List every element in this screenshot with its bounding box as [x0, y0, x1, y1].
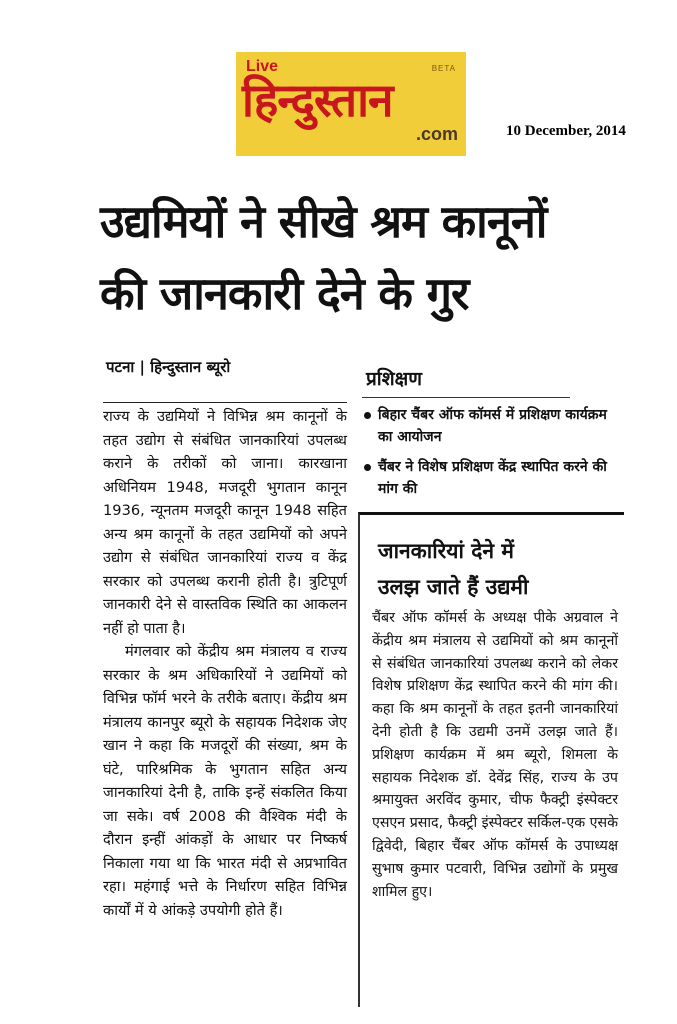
- highlight-list: [362, 404, 612, 500]
- bullet-icon: [364, 464, 371, 471]
- dateline: पटना | हिन्दुस्तान ब्यूरो: [106, 358, 231, 376]
- sub-story-title: [378, 533, 608, 605]
- headline: [100, 186, 640, 330]
- logo-live-text: Live: [246, 58, 279, 75]
- logo-beta-text: BETA: [431, 64, 456, 73]
- highlight-item: [362, 456, 612, 500]
- article-body: [103, 402, 347, 922]
- bullet-icon: [364, 412, 371, 419]
- logo-domain-text: .com: [415, 124, 458, 144]
- highlight-item: [362, 404, 612, 448]
- sub-story-title-line-1: जानकारियां देने में: [378, 539, 514, 563]
- publication-date: 10 December, 2014: [506, 123, 626, 139]
- body-paragraph-1: राज्य के उद्यमियों ने विभिन्न श्रम कानूनों के तहत उद्योग से संबंधित जानकारियां उपलब्ध कराने के तरीकों को जाना। कारखाना अधिनियम 1948, मजदूरी भुगतान कानून 1936, न्यूनतम मजदूरी कानून 1948 सहित अन्य श्रम कानूनों के तहत उद्यमियों को अपने उद्योग से संबंधित जानकारियां राज्य व केंद्र सरकार को उपलब्ध करानी होती है। त्रुटिपूर्ण जानकारी देने से वास्तविक स्थिति का आकलन नहीं हो पाता है।: [103, 408, 347, 637]
- logo-name-text: हिन्दुस्तान: [242, 73, 393, 127]
- sub-story-box: [358, 512, 624, 1007]
- headline-line-1: उद्यमियों ने सीखे श्रम कानूनों: [100, 195, 547, 248]
- highlight-text: चैंबर ने विशेष प्रशिक्षण केंद्र स्थापित करने की मांग की: [378, 459, 607, 497]
- body-paragraph-2: मंगलवार को केंद्रीय श्रम मंत्रालय व राज्य सरकार के श्रम अधिकारियों ने उद्यमियों को विभिन्न फॉर्म भरने के तरीके बताए। केंद्रीय श्रम मंत्रालय कानपुर ब्यूरो के सहायक निदेशक जेए खान ने कहा कि मजदूरों की संख्या, श्रम के घंटे, पारिश्रमिक के भुगतान सहित अन्य जानकारियां देनी है, ताकि इन्हें संकलित किया जा सके। वर्ष 2008 की वैश्विक मंदी के दौरान इन्हीं आंकड़ों के आधार पर निष्कर्ष निकाला गया था कि भारत मंदी से अप्रभावित रहा। महंगाई भत्ते के निर्धारण सहित विभिन्न कार्यों में ये आंकड़े उपयोगी होते हैं।: [103, 643, 347, 919]
- sidebar-title: प्रशिक्षण: [362, 365, 570, 398]
- highlights-sidebar: [362, 365, 612, 508]
- highlight-text: बिहार चैंबर ऑफ कॉमर्स में प्रशिक्षण कार्यक्रम का आयोजन: [378, 407, 607, 445]
- sub-story-text: चैंबर ऑफ कॉमर्स के अध्यक्ष पीके अग्रवाल ने केंद्रीय श्रम मंत्रालय से उद्यमियों को श्रम कानूनों से संबंधित जानकारियां उपलब्ध कराने को लेकर विशेष प्रशिक्षण केंद्र स्थापित करने की मांग की। कहा कि श्रम कानूनों के तहत इतनी जानकारियां देनी होती है कि उद्यमी उनमें उलझ जाते हैं। प्रशिक्षण कार्यक्रम में श्रम ब्यूरो, शिमला के सहायक निदेशक डॉ. देवेंद्र सिंह, राज्य के उप श्रमायुक्त अरविंद कुमार, चीफ फैक्ट्री इंस्पेक्टर एसएन प्रसाद, फैक्ट्री इंस्पेक्टर सर्किल-एक एसके द्विवेदी, बिहार चैंबर ऑफ कॉमर्स के उपाध्यक्ष सुभाष कुमार पटवारी, विभिन्न उद्योगों के प्रमुख शामिल हुए।: [372, 610, 618, 900]
- hindustan-logo: [236, 52, 466, 156]
- sub-story-title-line-2: उलझ जाते हैं उद्यमी: [378, 575, 529, 599]
- headline-line-2: की जानकारी देने के गुर: [100, 267, 469, 320]
